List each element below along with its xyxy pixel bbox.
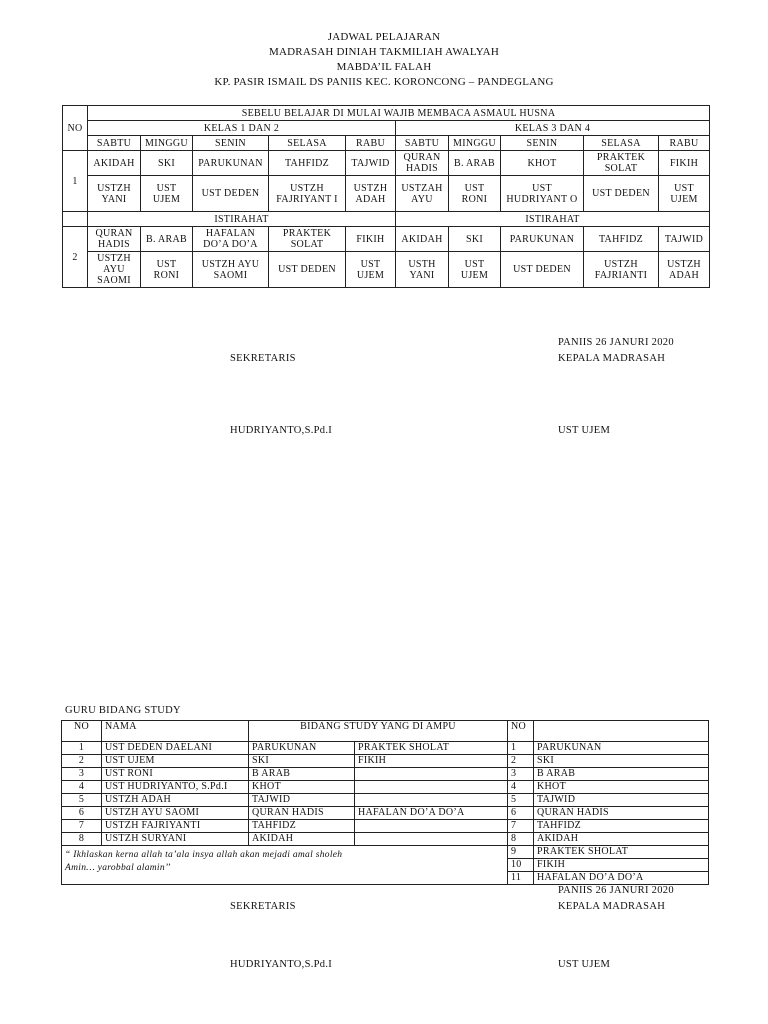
- subject-cell: PRAKTEK SOLAT: [584, 151, 659, 176]
- row-no: 1: [62, 742, 102, 755]
- subject-cell: QURAN HADIS: [396, 151, 449, 176]
- list-no: 4: [508, 781, 534, 794]
- teacher-cell: USTZH FAJRIYANT I: [269, 176, 346, 212]
- subject-1: QURAN HADIS: [249, 807, 355, 820]
- principal-title: KEPALA MADRASAH: [558, 353, 666, 364]
- row-no: 8: [62, 833, 102, 846]
- day-cell: SABTU: [88, 136, 141, 151]
- subject-2: [355, 794, 508, 807]
- subject-cell: FIKIH: [346, 227, 396, 252]
- row-no: 5: [62, 794, 102, 807]
- teacher-name: UST UJEM: [102, 755, 249, 768]
- break-row: [63, 212, 710, 227]
- teacher-name: UST HUDRIYANTO, S.Pd.I: [102, 781, 249, 794]
- table-row: [62, 794, 709, 807]
- secretary-name: HUDRIYANTO,S.Pd.I: [230, 959, 333, 970]
- subject-cell: PRAKTEK SOLAT: [269, 227, 346, 252]
- break-a: ISTIRAHAT: [88, 212, 396, 227]
- list-subject: SKI: [534, 755, 709, 768]
- list-no: 1: [508, 742, 534, 755]
- table-row: [62, 742, 709, 755]
- place-date: PANIIS 26 JANURI 2020: [558, 885, 674, 896]
- subject-cell: KHOT: [501, 151, 584, 176]
- teacher-cell: USTZAH AYU: [396, 176, 449, 212]
- list-no: 6: [508, 807, 534, 820]
- table-row: [62, 781, 709, 794]
- subject-cell: PARUKUNAN: [193, 151, 269, 176]
- teacher-cell: USTZH AYU SAOMI: [193, 252, 269, 288]
- day-cell: MINGGU: [449, 136, 501, 151]
- subject-1: TAJWID: [249, 794, 355, 807]
- day-cell: MINGGU: [141, 136, 193, 151]
- teacher-cell: UST DEDEN: [193, 176, 269, 212]
- subject-cell: FIKIH: [659, 151, 710, 176]
- list-no: 2: [508, 755, 534, 768]
- list-no: 9: [508, 846, 534, 859]
- subject-2: [355, 820, 508, 833]
- secretary-title: SEKRETARIS: [230, 353, 296, 364]
- table-row: [62, 755, 709, 768]
- list-subject: QURAN HADIS: [534, 807, 709, 820]
- session-number: 2: [63, 227, 88, 288]
- doa-line-1: “ Ikhlaskan kerna allah ta’ala insya allah akan mejadi amal sholeh: [65, 850, 343, 860]
- principal-title: KEPALA MADRASAH: [558, 901, 666, 912]
- list-subject: TAHFIDZ: [534, 820, 709, 833]
- day-cell: SENIN: [501, 136, 584, 151]
- teacher-name: UST RONI: [102, 768, 249, 781]
- list-subject: B ARAB: [534, 768, 709, 781]
- subject-2: [355, 768, 508, 781]
- teacher-cell: UST DEDEN: [501, 252, 584, 288]
- subject-2: [355, 781, 508, 794]
- subject-2: PRAKTEK SHOLAT: [355, 742, 508, 755]
- session2-subjects-row: [63, 227, 710, 252]
- teacher-cell: UST UJEM: [659, 176, 710, 212]
- header-foundation: MABDA’IL FALAH: [336, 61, 432, 73]
- list-subject: PARUKUNAN: [534, 742, 709, 755]
- teacher-cell: UST RONI: [141, 252, 193, 288]
- teacher-name: USTZH AYU SAOMI: [102, 807, 249, 820]
- row-no: 2: [62, 755, 102, 768]
- teacher-cell: UST DEDEN: [584, 176, 659, 212]
- row-no: 4: [62, 781, 102, 794]
- subject-cell: TAHFIDZ: [584, 227, 659, 252]
- subject-cell: AKIDAH: [396, 227, 449, 252]
- day-cell: SELASA: [269, 136, 346, 151]
- row-no: 6: [62, 807, 102, 820]
- list-no: 5: [508, 794, 534, 807]
- table-row: [62, 768, 709, 781]
- teacher-cell: USTZH AYU SAOMI: [88, 252, 141, 288]
- teacher-cell: UST UJEM: [346, 252, 396, 288]
- subject-cell: TAJWID: [659, 227, 710, 252]
- session2-teachers-row: [63, 252, 710, 288]
- subject-1: PARUKUNAN: [249, 742, 355, 755]
- session-number: 1: [63, 151, 88, 212]
- no-header: NO: [63, 106, 88, 151]
- teacher-cell: USTZH ADAH: [659, 252, 710, 288]
- col-no: NO: [62, 721, 102, 742]
- secretary-name: HUDRIYANTO,S.Pd.I: [230, 425, 333, 436]
- list-no: 7: [508, 820, 534, 833]
- subject-cell: AKIDAH: [88, 151, 141, 176]
- principal-name: UST UJEM: [558, 425, 611, 436]
- schedule-banner: SEBELU BELAJAR DI MULAI WAJIB MEMBACA ASMAUL HUSNA: [88, 106, 710, 121]
- header-address: KP. PASIR ISMAIL DS PANIIS KEC. KORONCONG – PANDEGLANG: [214, 76, 554, 88]
- principal-name: UST UJEM: [558, 959, 611, 970]
- break-b: ISTIRAHAT: [396, 212, 710, 227]
- subject-2: HAFALAN DO’A DO’A: [355, 807, 508, 820]
- teacher-cell: UST RONI: [449, 176, 501, 212]
- teacher-name: USTZH ADAH: [102, 794, 249, 807]
- day-cell: RABU: [659, 136, 710, 151]
- list-subject: AKIDAH: [534, 833, 709, 846]
- list-subject: TAJWID: [534, 794, 709, 807]
- session1-teachers-row: [63, 176, 710, 212]
- col-no2: NO: [508, 721, 534, 742]
- subject-cell: SKI: [449, 227, 501, 252]
- place-date: PANIIS 26 JANURI 2020: [558, 337, 674, 348]
- teacher-cell: USTZH FAJRIANTI: [584, 252, 659, 288]
- subject-cell: QURAN HADIS: [88, 227, 141, 252]
- subject-cell: TAHFIDZ: [269, 151, 346, 176]
- teacher-name: USTZH FAJRIYANTI: [102, 820, 249, 833]
- table-row: [62, 833, 709, 846]
- list-subject: FIKIH: [534, 859, 709, 872]
- session1-subjects-row: [63, 151, 710, 176]
- list-subject: HAFALAN DO’A DO’A: [534, 872, 709, 885]
- doa-note: [62, 846, 508, 885]
- subject-1: TAHFIDZ: [249, 820, 355, 833]
- list-no: 3: [508, 768, 534, 781]
- teacher-cell: USTH YANI: [396, 252, 449, 288]
- subject-cell: B. ARAB: [449, 151, 501, 176]
- class-a-header: KELAS 1 DAN 2: [88, 121, 396, 136]
- teacher-cell: USTZH YANI: [88, 176, 141, 212]
- row-no: 3: [62, 768, 102, 781]
- subject-cell: TAJWID: [346, 151, 396, 176]
- schedule-table: [62, 105, 710, 288]
- day-cell: SABTU: [396, 136, 449, 151]
- subject-1: AKIDAH: [249, 833, 355, 846]
- list-subject: KHOT: [534, 781, 709, 794]
- day-cell: SELASA: [584, 136, 659, 151]
- days-row: [63, 136, 710, 151]
- list-no: 10: [508, 859, 534, 872]
- teachers-table: [61, 720, 709, 885]
- teacher-cell: USTZH ADAH: [346, 176, 396, 212]
- teacher-cell: UST DEDEN: [269, 252, 346, 288]
- list-no: 8: [508, 833, 534, 846]
- subject-2: [355, 833, 508, 846]
- table-row: [62, 807, 709, 820]
- list-subject: PRAKTEK SHOLAT: [534, 846, 709, 859]
- subject-cell: SKI: [141, 151, 193, 176]
- subject-cell: HAFALAN DO’A DO’A: [193, 227, 269, 252]
- list-no: 11: [508, 872, 534, 885]
- subject-cell: B. ARAB: [141, 227, 193, 252]
- header-title: JADWAL PELAJARAN: [327, 31, 441, 43]
- col-name: NAMA: [102, 721, 249, 742]
- subject-1: SKI: [249, 755, 355, 768]
- teacher-cell: UST UJEM: [141, 176, 193, 212]
- class-b-header: KELAS 3 DAN 4: [396, 121, 710, 136]
- day-cell: RABU: [346, 136, 396, 151]
- doa-line-2: Amin… yarobbal alamin’’: [65, 863, 171, 873]
- teacher-name: USTZH SURYANI: [102, 833, 249, 846]
- subject-1: B ARAB: [249, 768, 355, 781]
- teacher-name: UST DEDEN DAELANI: [102, 742, 249, 755]
- col-subject: BIDANG STUDY YANG DI AMPU: [249, 721, 508, 742]
- subject-1: KHOT: [249, 781, 355, 794]
- teacher-cell: UST UJEM: [449, 252, 501, 288]
- row-no: 7: [62, 820, 102, 833]
- secretary-title: SEKRETARIS: [230, 901, 296, 912]
- header-school: MADRASAH DINIAH TAKMILIAH AWALYAH: [269, 46, 499, 58]
- subject-cell: PARUKUNAN: [501, 227, 584, 252]
- teachers-section-title: GURU BIDANG STUDY: [65, 705, 181, 716]
- day-cell: SENIN: [193, 136, 269, 151]
- teacher-cell: UST HUDRIYANT O: [501, 176, 584, 212]
- document-header: [0, 30, 768, 90]
- table-row: [62, 820, 709, 833]
- table-row: [62, 846, 709, 859]
- subject-2: FIKIH: [355, 755, 508, 768]
